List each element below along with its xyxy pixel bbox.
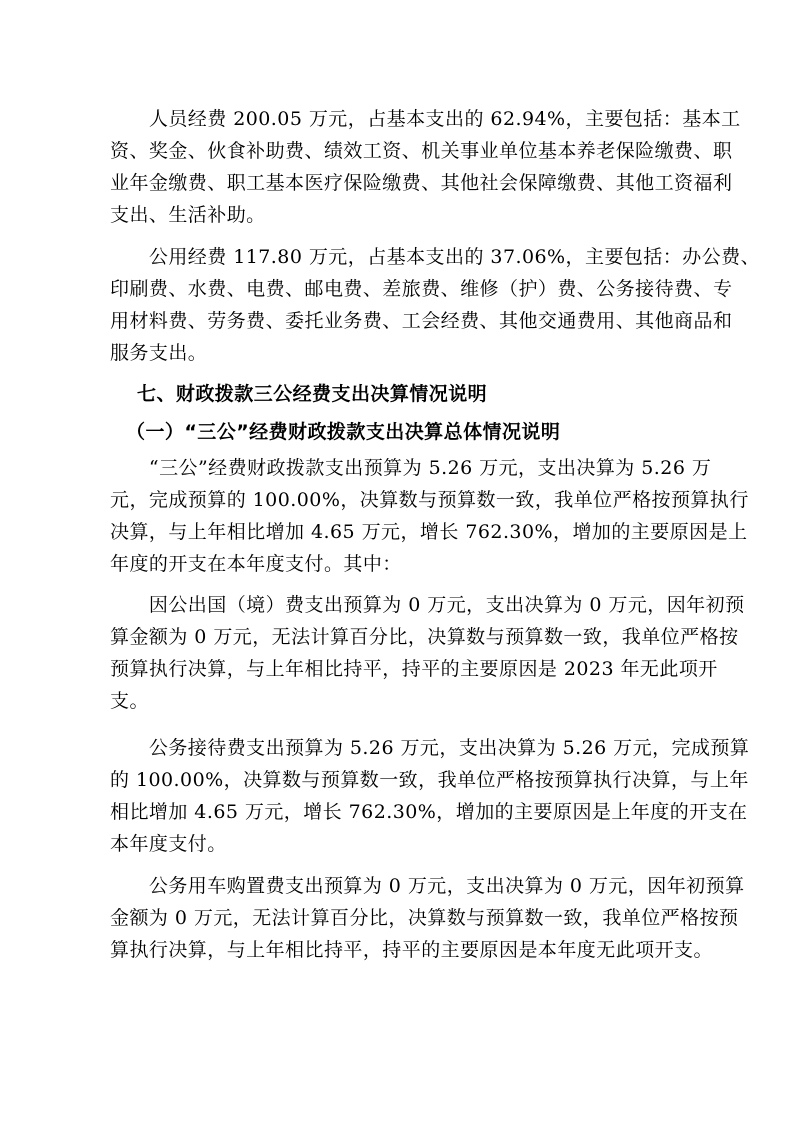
text-line: 元，完成预算的 100.00%，决算数与预算数一致，我单位严格按预算执行: [110, 489, 749, 511]
text-line: 决算，与上年相比增加 4.65 万元，增长 762.30%，增加的主要原因是上: [110, 521, 748, 543]
text-line: 服务支出。: [110, 342, 208, 364]
text-line: 业年金缴费、职工基本医疗保险缴费、其他社会保障缴费、其他工资福利: [110, 172, 733, 194]
paragraph-overseas-travel: [110, 589, 745, 717]
text-line: 的 100.00%，决算数与预算数一致，我单位严格按预算执行决算，与上年: [110, 769, 749, 791]
paragraph-personnel-expenses: [110, 103, 741, 231]
text-line: 相比增加 4.65 万元，增长 762.30%，增加的主要原因是上年度的开支在: [110, 801, 748, 823]
text-line: 资、奖金、伙食补助费、绩效工资、机关事业单位基本养老保险缴费、职: [110, 140, 733, 162]
text-line: 因公出国（境）费支出预算为 0 万元，支出决算为 0 万元，因年初预: [110, 594, 745, 616]
subsection-heading: （一）“三公”经费财政拨款支出决算总体情况说明: [126, 421, 561, 443]
text-line: 支。: [110, 690, 149, 712]
paragraph-vehicle-purchase: [110, 870, 745, 966]
text-line: 公务用车购置费支出预算为 0 万元，支出决算为 0 万元，因年初预算: [110, 875, 745, 897]
text-line: 支出、生活补助。: [110, 204, 266, 226]
text-line: 用材料费、劳务费、委托业务费、工会经费、其他交通费用、其他商品和: [110, 310, 733, 332]
text-line: 公务接待费支出预算为 5.26 万元，支出决算为 5.26 万元，完成预算: [110, 737, 750, 759]
section-heading: 七、财政拨款三公经费支出决算情况说明: [137, 383, 488, 405]
text-line: 算金额为 0 万元，无法计算百分比，决算数与预算数一致，我单位严格按: [110, 626, 739, 648]
text-line: 人员经费 200.05 万元，占基本支出的 62.94%，主要包括：基本工: [110, 108, 741, 130]
text-line: 金额为 0 万元，无法计算百分比，决算数与预算数一致，我单位严格按预: [110, 907, 739, 929]
paragraph-official-reception: [110, 732, 750, 860]
text-line: 预算执行决算，与上年相比持平，持平的主要原因是 2023 年无此项开: [110, 658, 718, 680]
text-line: 本年度支付。: [110, 833, 227, 855]
text-line: 印刷费、水费、电费、邮电费、差旅费、维修（护）费、公务接待费、专: [110, 278, 733, 300]
text-line: 公用经费 117.80 万元，占基本支出的 37.06%，主要包括：办公费、: [110, 246, 761, 268]
paragraph-three-public-overview: [110, 452, 749, 580]
paragraph-public-expenses: [110, 241, 761, 369]
text-line: 年度的开支在本年度支付。其中：: [110, 553, 402, 575]
text-line: 算执行决算，与上年相比持平，持平的主要原因是本年度无此项开支。: [110, 939, 713, 961]
text-line: “三公”经费财政拨款支出预算为 5.26 万元，支出决算为 5.26 万: [110, 457, 712, 479]
